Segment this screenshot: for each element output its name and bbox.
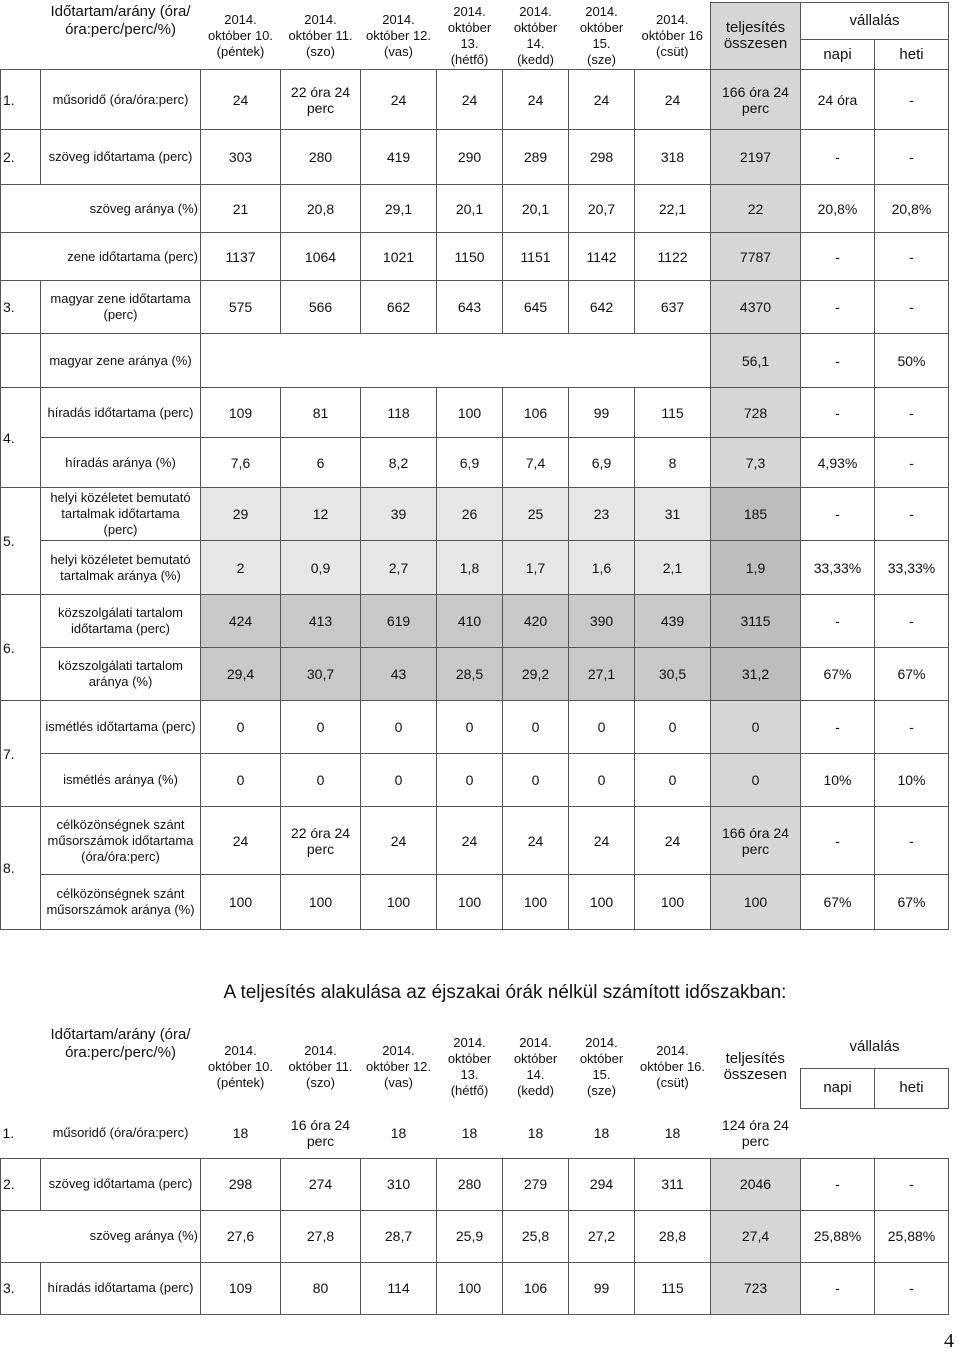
cell: 100 (569, 875, 635, 930)
row-number: 8. (1, 807, 41, 930)
cell: 424 (201, 595, 281, 648)
total-cell: 1,9 (711, 541, 801, 595)
daily-cell: 67% (801, 875, 875, 930)
weekly-cell: - (875, 233, 949, 281)
cell: 642 (569, 281, 635, 334)
day-header: 2014. október 11. (szo) (288, 1043, 353, 1090)
daily-cell: - (801, 388, 875, 438)
cell: 80 (281, 1262, 361, 1314)
daily-cell: 67% (801, 648, 875, 701)
cell: 619 (361, 595, 437, 648)
cell: 100 (361, 875, 437, 930)
row-label: műsoridő (óra/óra:perc) (52, 1124, 189, 1140)
row-label: közszolgálati tartalom aránya (%) (41, 648, 201, 701)
cell: 24 (503, 70, 569, 130)
cell: 1,6 (569, 541, 635, 595)
cell: 1064 (281, 233, 361, 281)
weekly-cell: - (875, 70, 949, 130)
cell: 99 (569, 1262, 635, 1314)
cell: 27,1 (569, 648, 635, 701)
cell: 100 (437, 1262, 503, 1314)
cell: 100 (437, 875, 503, 930)
total-cell: 27,4 (711, 1210, 801, 1262)
cell: 0 (635, 754, 711, 807)
weekly-cell: - (875, 1262, 949, 1314)
section-subtitle: A teljesítés alakulása az éjszakai órák nélkül számított időszakban: (223, 982, 787, 1003)
cell: 20,7 (569, 185, 635, 233)
daily-header: napi (801, 1068, 875, 1108)
cell: 18 (390, 1124, 407, 1141)
cell: 303 (201, 130, 281, 185)
row-number: 2. (1, 130, 41, 185)
night-excluded-table (0, 1026, 949, 1315)
total-cell: 166 óra 24 perc (711, 807, 801, 875)
row-label: célközönségnek szánt műsorszámok időtartama (óra/óra:perc) (41, 807, 201, 875)
cell: 575 (201, 281, 281, 334)
cell: 1142 (569, 233, 635, 281)
cell: 30,7 (281, 648, 361, 701)
cell: 18 (232, 1124, 249, 1141)
cell: 24 (569, 807, 635, 875)
row-number: 6. (1, 595, 41, 701)
daily-cell: - (801, 334, 875, 388)
weekly-cell: - (875, 1158, 949, 1210)
cell: 30,5 (635, 648, 711, 701)
weekly-cell: 67% (875, 648, 949, 701)
header-label: Időtartam/arány (óra/óra:perc/perc/%) (50, 1026, 191, 1061)
commit-header: vállalás (801, 3, 949, 40)
cell: 1151 (503, 233, 569, 281)
cell: 0 (569, 701, 635, 754)
row-number: 3. (1, 281, 41, 334)
cell: 18 (461, 1124, 478, 1141)
cell: 290 (437, 130, 503, 185)
cell: 109 (201, 1262, 281, 1314)
commit-header: vállalás (849, 1037, 900, 1055)
cell: 28,5 (437, 648, 503, 701)
cell: 24 (635, 70, 711, 130)
cell: 6,9 (437, 438, 503, 488)
weekly-cell: - (875, 438, 949, 488)
total-cell: 0 (711, 701, 801, 754)
row-number: 3. (1, 1262, 41, 1314)
row-label: ismétlés időtartama (perc) (41, 701, 201, 754)
weekly-cell: 25,88% (875, 1210, 949, 1262)
cell: 2 (201, 541, 281, 595)
total-cell: 3115 (711, 595, 801, 648)
cell: 12 (281, 488, 361, 541)
weekly-header: heti (875, 1068, 949, 1108)
daily-cell (801, 1108, 875, 1158)
total-cell: 2046 (711, 1158, 801, 1210)
weekly-cell: - (875, 281, 949, 334)
cell: 0 (281, 701, 361, 754)
cell: 28,8 (635, 1210, 711, 1262)
cell: 8 (635, 438, 711, 488)
day-header: 2014. október 10. (péntek) (207, 11, 274, 59)
cell: 6 (281, 438, 361, 488)
cell: 106 (503, 388, 569, 438)
cell: 25,8 (503, 1210, 569, 1262)
daily-cell: - (801, 701, 875, 754)
cell: 1,8 (437, 541, 503, 595)
row-label: szöveg aránya (%) (1, 1210, 201, 1262)
day-header: 2014. október 11. (szo) (288, 11, 353, 59)
cell: 662 (361, 281, 437, 334)
cell: 24 (503, 807, 569, 875)
daily-cell: 33,33% (801, 541, 875, 595)
cell: 27,2 (569, 1210, 635, 1262)
cell: 100 (503, 875, 569, 930)
cell: 279 (503, 1158, 569, 1210)
weekly-cell: - (875, 595, 949, 648)
cell: 0 (437, 754, 503, 807)
cell: 24 (569, 70, 635, 130)
cell: 99 (569, 388, 635, 438)
cell: 22 óra 24 perc (281, 70, 361, 130)
daily-cell: 10% (801, 754, 875, 807)
total-cell: 56,1 (711, 334, 801, 388)
page-number: 4 (944, 1330, 954, 1352)
total-cell: 7,3 (711, 438, 801, 488)
total-cell: 22 (711, 185, 801, 233)
row-label: helyi közéletet bemutató tartalmak aránya (%) (41, 541, 201, 595)
cell: 298 (569, 130, 635, 185)
cell: 419 (361, 130, 437, 185)
cell: 8,2 (361, 438, 437, 488)
row-label: híradás aránya (%) (41, 438, 201, 488)
row-label: szöveg aránya (%) (1, 185, 201, 233)
cell: 22,1 (635, 185, 711, 233)
row-number: 4. (1, 388, 41, 488)
daily-cell: - (801, 281, 875, 334)
weekly-cell: - (875, 130, 949, 185)
main-table (0, 2, 949, 930)
cell: 100 (437, 388, 503, 438)
row-label: magyar zene időtartama (perc) (41, 281, 201, 334)
cell: 298 (201, 1158, 281, 1210)
total-cell: 185 (711, 488, 801, 541)
cell: 24 (201, 70, 281, 130)
day-header: 2014. október 15. (sze) (579, 1035, 624, 1098)
cell: 274 (281, 1158, 361, 1210)
cell: 0 (503, 701, 569, 754)
cell: 114 (361, 1262, 437, 1314)
cell: 118 (361, 388, 437, 438)
cell: 0 (201, 754, 281, 807)
cell: 43 (361, 648, 437, 701)
cell: 420 (503, 595, 569, 648)
total-cell: 124 óra 24 perc (722, 1116, 789, 1149)
day-header: 2014. október 13. (hétfő) (447, 1035, 492, 1098)
cell: 2,7 (361, 541, 437, 595)
cell: 16 óra 24 perc (290, 1116, 351, 1149)
cell: 0 (281, 754, 361, 807)
day-header: 2014. október 16 (csüt) (641, 11, 703, 59)
cell: 0 (361, 754, 437, 807)
cell: 1122 (635, 233, 711, 281)
row-number: 5. (1, 488, 41, 595)
weekly-cell (875, 1108, 949, 1158)
cell: 20,8 (281, 185, 361, 233)
cell: 100 (281, 875, 361, 930)
cell: 24 (201, 807, 281, 875)
cell: 7,4 (503, 438, 569, 488)
total-cell: 723 (711, 1262, 801, 1314)
cell: 25,9 (437, 1210, 503, 1262)
cell: 29,2 (503, 648, 569, 701)
cell: 643 (437, 281, 503, 334)
cell: 31 (635, 488, 711, 541)
cell: 28,7 (361, 1210, 437, 1262)
cell: 280 (281, 130, 361, 185)
cell: 0 (635, 701, 711, 754)
row-number: 1. (2, 1124, 15, 1141)
total-cell: 728 (711, 388, 801, 438)
daily-cell: 25,88% (801, 1210, 875, 1262)
cell: 0 (361, 701, 437, 754)
cell: 1137 (201, 233, 281, 281)
day-header: 2014. október 13. (hétfő) (447, 3, 492, 67)
day-header: 2014. október 15. (sze) (579, 3, 624, 67)
cell: 26 (437, 488, 503, 541)
cell: 115 (635, 388, 711, 438)
cell: 311 (635, 1158, 711, 1210)
cell: 637 (635, 281, 711, 334)
total-header: teljesítés összesen (711, 3, 801, 70)
row-label: híradás időtartama (perc) (41, 388, 201, 438)
row-number (1, 334, 41, 388)
cell: 18 (593, 1124, 610, 1141)
weekly-cell: - (875, 701, 949, 754)
row-label: szöveg időtartama (perc) (41, 1158, 201, 1210)
total-header: teljesítés összesen (723, 1050, 787, 1083)
day-header: 2014. október 16. (csüt) (639, 1043, 706, 1090)
cell: 566 (281, 281, 361, 334)
row-label: közszolgálati tartalom időtartama (perc) (41, 595, 201, 648)
empty-span-cell (201, 334, 711, 388)
cell: 22 óra 24 perc (281, 807, 361, 875)
row-number: 7. (1, 701, 41, 807)
day-header: 2014. október 12. (vas) (365, 1043, 432, 1090)
cell: 7,6 (201, 438, 281, 488)
total-cell: 4370 (711, 281, 801, 334)
cell: 24 (437, 807, 503, 875)
cell: 29,1 (361, 185, 437, 233)
row-label: zene időtartama (perc) (1, 233, 201, 281)
weekly-cell: - (875, 388, 949, 438)
weekly-cell: - (875, 807, 949, 875)
row-number: 1. (1, 70, 41, 130)
cell: 25 (503, 488, 569, 541)
cell: 100 (635, 875, 711, 930)
cell: 24 (361, 70, 437, 130)
row-label: híradás időtartama (perc) (41, 1262, 201, 1314)
cell: 318 (635, 130, 711, 185)
weekly-cell: 33,33% (875, 541, 949, 595)
row-label: helyi közéletet bemutató tartalmak időtartama (perc) (41, 488, 201, 541)
cell: 0 (503, 754, 569, 807)
header-num-cell (1, 3, 41, 40)
cell: 645 (503, 281, 569, 334)
cell: 24 (635, 807, 711, 875)
cell: 0 (201, 701, 281, 754)
total-cell: 166 óra 24 perc (711, 70, 801, 130)
daily-cell: 20,8% (801, 185, 875, 233)
day-header: 2014. október 10. (péntek) (207, 1043, 274, 1090)
daily-cell: - (801, 130, 875, 185)
cell: 1021 (361, 233, 437, 281)
cell: 81 (281, 388, 361, 438)
cell: 20,1 (503, 185, 569, 233)
weekly-cell: 20,8% (875, 185, 949, 233)
cell: 100 (201, 875, 281, 930)
daily-cell: - (801, 807, 875, 875)
cell: 21 (201, 185, 281, 233)
cell: 280 (437, 1158, 503, 1210)
weekly-cell: 10% (875, 754, 949, 807)
cell: 1,7 (503, 541, 569, 595)
weekly-cell: 67% (875, 875, 949, 930)
daily-cell: - (801, 488, 875, 541)
daily-cell: - (801, 1262, 875, 1314)
row-label: műsoridő (óra/óra:perc) (41, 70, 201, 130)
total-cell: 31,2 (711, 648, 801, 701)
cell: 439 (635, 595, 711, 648)
cell: 106 (503, 1262, 569, 1314)
total-cell: 2197 (711, 130, 801, 185)
spacer-cell (1, 1068, 41, 1108)
cell: 0 (569, 754, 635, 807)
cell: 2,1 (635, 541, 711, 595)
total-cell: 0 (711, 754, 801, 807)
header-label: Időtartam/arány (óra/óra:perc/perc/%) (50, 2, 191, 38)
cell: 0 (437, 701, 503, 754)
cell: 294 (569, 1158, 635, 1210)
cell: 413 (281, 595, 361, 648)
cell: 24 (361, 807, 437, 875)
cell: 0,9 (281, 541, 361, 595)
weekly-cell: - (875, 488, 949, 541)
row-label: ismétlés aránya (%) (41, 754, 201, 807)
daily-cell: 24 óra (801, 70, 875, 130)
weekly-header: heti (875, 40, 949, 70)
daily-cell: - (801, 595, 875, 648)
day-header: 2014. október 14. (kedd) (513, 3, 558, 67)
cell: 109 (201, 388, 281, 438)
cell: 6,9 (569, 438, 635, 488)
daily-cell: - (801, 1158, 875, 1210)
header-num-cell (1, 1026, 41, 1068)
cell: 24 (437, 70, 503, 130)
cell: 18 (664, 1124, 681, 1141)
cell: 115 (635, 1262, 711, 1314)
total-cell: 100 (711, 875, 801, 930)
cell: 390 (569, 595, 635, 648)
row-label: magyar zene aránya (%) (41, 334, 201, 388)
cell: 20,1 (437, 185, 503, 233)
cell: 29 (201, 488, 281, 541)
cell: 27,6 (201, 1210, 281, 1262)
cell: 27,8 (281, 1210, 361, 1262)
cell: 1150 (437, 233, 503, 281)
cell: 310 (361, 1158, 437, 1210)
weekly-cell: 50% (875, 334, 949, 388)
row-number: 2. (1, 1158, 41, 1210)
row-label: szöveg időtartama (perc) (41, 130, 201, 185)
daily-cell: 4,93% (801, 438, 875, 488)
cell: 39 (361, 488, 437, 541)
cell: 289 (503, 130, 569, 185)
daily-header: napi (801, 40, 875, 70)
cell: 29,4 (201, 648, 281, 701)
cell: 410 (437, 595, 503, 648)
spacer-cell (1, 40, 41, 70)
cell: 18 (527, 1124, 544, 1141)
daily-cell: - (801, 233, 875, 281)
total-cell: 7787 (711, 233, 801, 281)
day-header: 2014. október 14. (kedd) (513, 1035, 558, 1098)
cell: 23 (569, 488, 635, 541)
day-header: 2014. október 12. (vas) (365, 11, 432, 59)
row-label: célközönségnek szánt műsorszámok aránya (%) (41, 875, 201, 930)
